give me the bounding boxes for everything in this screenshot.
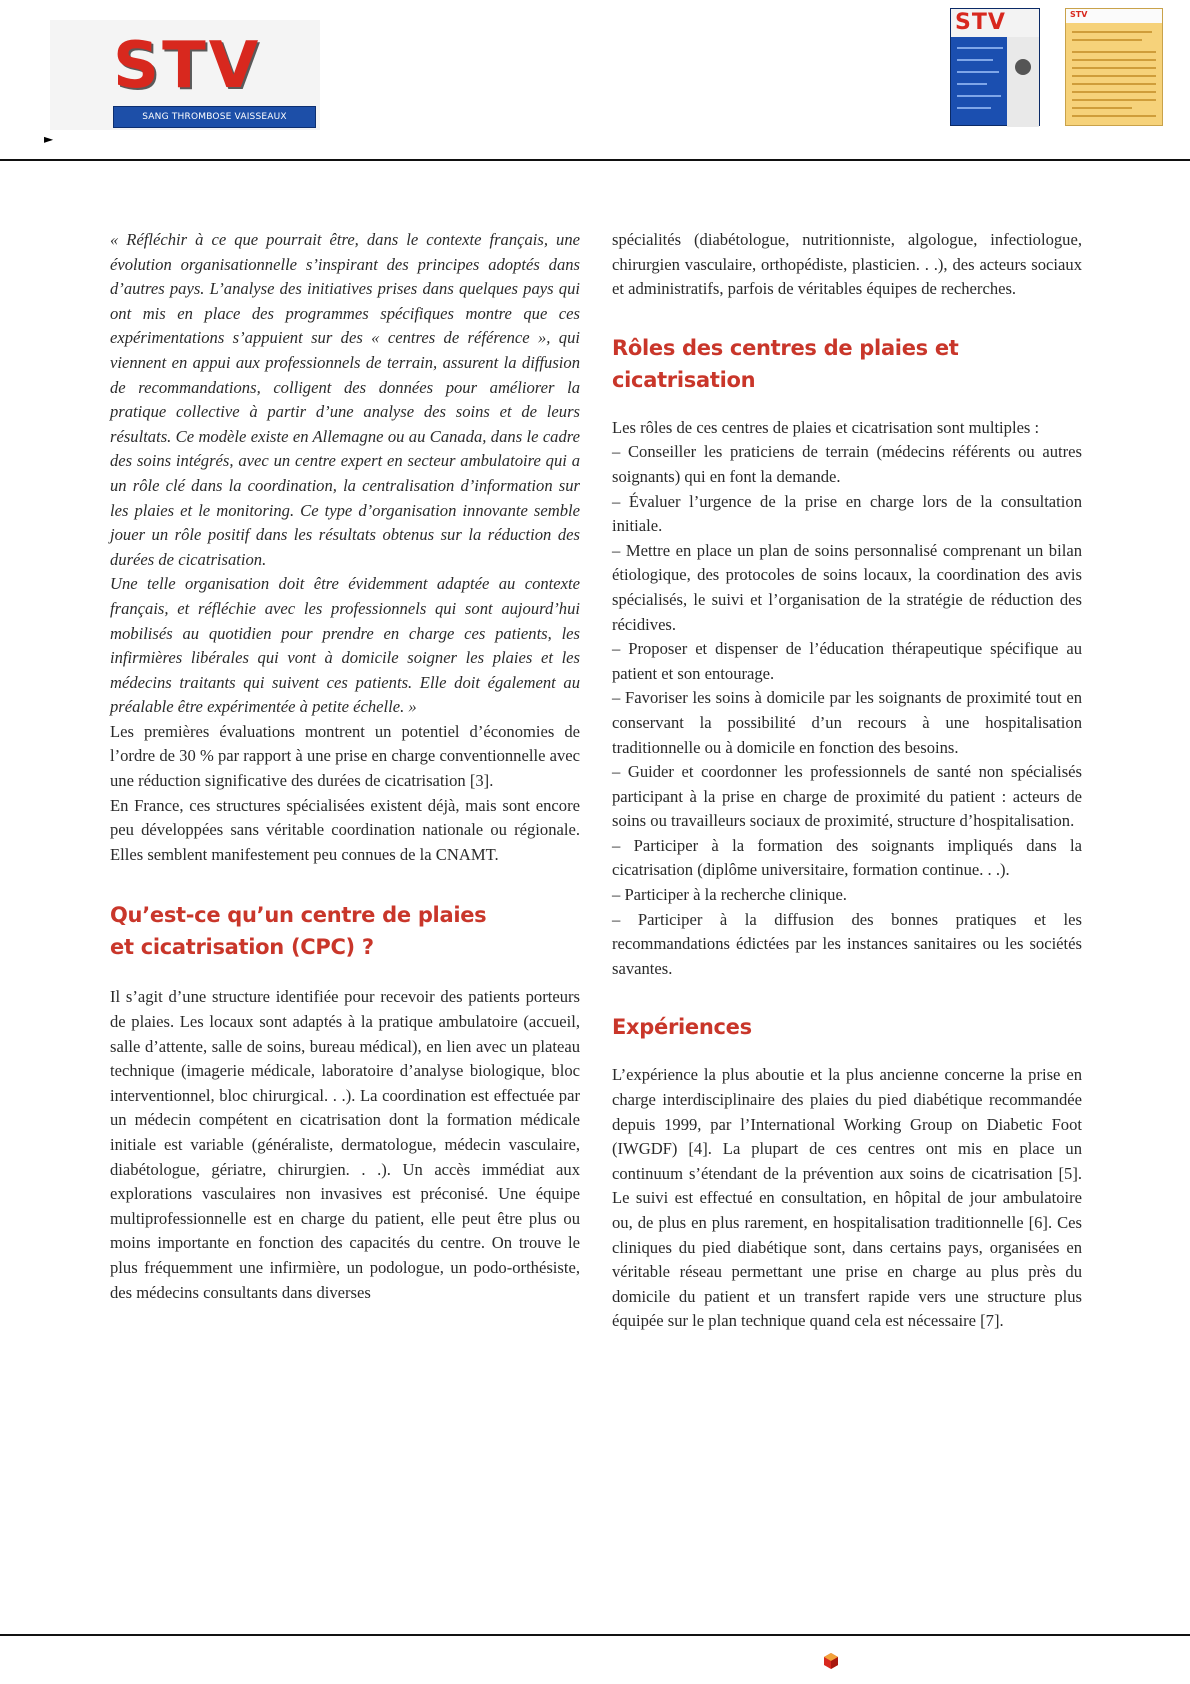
section-heading-experiences: Expériences bbox=[612, 1015, 752, 1040]
cover-text-line bbox=[957, 95, 1001, 97]
cover-image bbox=[1015, 59, 1031, 75]
footer-divider bbox=[0, 1634, 1190, 1636]
article-thumb-line bbox=[1072, 91, 1156, 93]
cover-header bbox=[951, 9, 1039, 37]
quote-paragraph: « Réfléchir à ce que pourrait être, dans le contexte français, une évolution organisationnelle s’inspirant des principes adoptés dans d’autres pays. L’analyse des initiatives prises dans quelques pays qui ont mis en place des programmes spécifiques montre que ces expérimentations s’appuient sur des « centres de référence », qui viennent en appui aux professionnels de terrain, assurent la diffusion de recommandations, colligent des données pour améliorer la pratique collective à partir d’une analyse des soins et de leurs résultats. Ce modèle existe en Allemagne ou au Canada, dans le cadre des soins intégrés, avec un centre expert en secteur ambulatoire qui a un rôle clé dans la coordination, la centralisation d’information sur les plaies et le monitoring. Ce type d’organisation innovante semble jouer un rôle positif dans les résultats obtenus sur la réduction des durées de cicatrisation. bbox=[110, 230, 580, 569]
section-heading-cpc bbox=[110, 899, 580, 963]
article-thumb-line bbox=[1072, 59, 1156, 61]
cover-text-line bbox=[957, 83, 987, 85]
journal-logo bbox=[50, 20, 320, 130]
cover-text-line bbox=[957, 107, 991, 109]
list-item: – Favoriser les soins à domicile par les soignants de proximité tout en conservant la possibilité d’un recours à une hospitalisation traditionnelle ou à domicile en fonction des besoins. bbox=[612, 688, 1082, 757]
heading-line: et cicatrisation (CPC) ? bbox=[110, 935, 374, 960]
list-item: – Guider et coordonner les professionnels de santé non spécialisés participant à la prise en charge de proximité du patient : acteurs de soins ou travailleurs sociaux de proximité, structure d’hospitalisation. bbox=[612, 762, 1082, 831]
article-thumb-logo: STV bbox=[1070, 10, 1088, 19]
body-paragraph: spécialités (diabétologue, nutritionniste, algologue, infectiologue, chirurgien vasculaire, orthopédiste, plasticien. . .), des acteurs sociaux et administratifs, parfois de véritables équipes de recherches. bbox=[612, 230, 1082, 299]
quote-paragraph: Une telle organisation doit être évidemment adaptée au contexte français, et réfléchie avec les professionnels qui sont aujourd’hui mobilisés au quotidien pour prendre en charge ces patients, les infirmières libérales qui vont à domicile soigner les plaies et les médecins traitants qui suivent ces patients. Elle doit également au préalable être expérimentée à petite échelle. » bbox=[110, 574, 580, 717]
cover-logo: STV bbox=[955, 10, 1006, 35]
heading-line: Qu’est-ce qu’un centre de plaies bbox=[110, 903, 487, 928]
article-thumb-line bbox=[1072, 51, 1156, 53]
list-item: – Participer à la recherche clinique. bbox=[612, 885, 847, 905]
cover-text-line bbox=[957, 71, 999, 73]
list-item: – Participer à la diffusion des bonnes pratiques et les recommandations édictées par les instances sanitaires ou les sociétés savantes. bbox=[612, 909, 1082, 978]
cover-text-line bbox=[957, 59, 993, 61]
cover-text-line bbox=[957, 47, 1003, 49]
page-marker-arrow-icon: ► bbox=[44, 132, 54, 146]
roles-list bbox=[612, 440, 1082, 981]
list-item: – Mettre en place un plan de soins personnalisé comprenant un bilan étiologique, des protocoles de soins locaux, la coordination des avis spécialisés, le suivi et l’organisation de la stratégie de réduction des récidives. bbox=[612, 540, 1082, 634]
article-thumb-line bbox=[1072, 31, 1152, 33]
left-column bbox=[110, 228, 580, 1305]
article-thumb-line bbox=[1072, 39, 1142, 41]
list-item: – Participer à la formation des soignants impliqués dans la cicatrisation (diplôme universitaire, formation continue. . .). bbox=[612, 835, 1082, 880]
publisher-cube-icon bbox=[822, 1652, 840, 1670]
list-item: – Proposer et dispenser de l’éducation thérapeutique spécifique au patient et son entourage. bbox=[612, 639, 1082, 683]
article-thumb-line bbox=[1072, 75, 1156, 77]
list-item: – Évaluer l’urgence de la prise en charge lors de la consultation initiale. bbox=[612, 491, 1082, 536]
article-thumb-line bbox=[1072, 115, 1156, 117]
body-paragraph: En France, ces structures spécialisées existent déjà, mais sont encore peu développées sans véritable coordination nationale ou régionale. Elles semblent manifestement peu connues de la CNAMT. bbox=[110, 795, 580, 864]
article-page-thumbnail[interactable] bbox=[1065, 8, 1163, 126]
article-thumb-line bbox=[1072, 99, 1156, 101]
list-item: – Conseiller les praticiens de terrain (médecins référents ou autres soignants) qui en font la demande. bbox=[612, 442, 1082, 486]
header-divider bbox=[0, 159, 1190, 161]
journal-cover-thumbnail[interactable] bbox=[950, 8, 1040, 126]
right-column bbox=[612, 228, 1082, 1334]
body-paragraph: L’expérience la plus aboutie et la plus ancienne concerne la prise en charge interdisciplinaire des plaies du pied diabétique recommandée depuis 1999, par l’International Working Group on Diabetic Foot (IWGDF) [4]. La plupart de ces centres ont mis en place un continuum s’étendant de la prévention aux soins de cicatrisation [5]. Le suivi est effectué en consultation, en hôpital de jour ambulatoire ou, de plus en plus rarement, en hospitalisation traditionnelle [6]. Ces cliniques du pied diabétique sont, dans certains pays, organisées en véritable réseau permettant une prise en charge au plus près du domicile du patient et un transfert rapide vers une structure plus équipée sur le plan technique quand cela est nécessaire [7]. bbox=[612, 1065, 1082, 1331]
body-paragraph: Les rôles de ces centres de plaies et cicatrisation sont multiples : bbox=[612, 417, 1040, 437]
body-paragraph: Il s’agit d’une structure identifiée pour recevoir des patients porteurs de plaies. Les locaux sont adaptés à la pratique ambulatoire (accueil, salle d’attente, salle de soins, bureau médical), en lien avec un plateau technique (imagerie médicale, laboratoire d’analyse biologique, bloc interventionnel, bloc chirurgical. . .). La coordination est effectuée par un médecin compétent en cicatrisation dont la formation médicale initiale est variable (généraliste, dermatologue, médecin vasculaire, diabétologue, gériatre, chirurgien. . .). Un accès immédiat aux explorations vasculaires non invasives est préconisé. Une équipe multiprofessionnelle est en charge du patient, elle peut être plus ou moins importante en fonction des capacités du centre. On trouve le plus fréquemment une infirmière, un podologue, un podo-orthésiste, des médecins consultants dans diverses bbox=[110, 987, 580, 1302]
article-thumb-line bbox=[1072, 107, 1132, 109]
section-heading-roles: Rôles des centres de plaies et cicatrisation bbox=[612, 335, 959, 392]
article-thumb-header bbox=[1066, 9, 1162, 23]
body-paragraph: Les premières évaluations montrent un potentiel d’économies de l’ordre de 30 % par rapport à une prise en charge conventionnelle avec une réduction significative des durées de cicatrisation [3]. bbox=[110, 721, 580, 791]
cover-side-panel bbox=[1007, 37, 1039, 127]
logo-wordmark: STV bbox=[113, 29, 262, 103]
logo-tagline: SANG THROMBOSE VAISSEAUX bbox=[113, 106, 316, 128]
article-thumb-line bbox=[1072, 67, 1156, 69]
article-thumb-line bbox=[1072, 83, 1156, 85]
